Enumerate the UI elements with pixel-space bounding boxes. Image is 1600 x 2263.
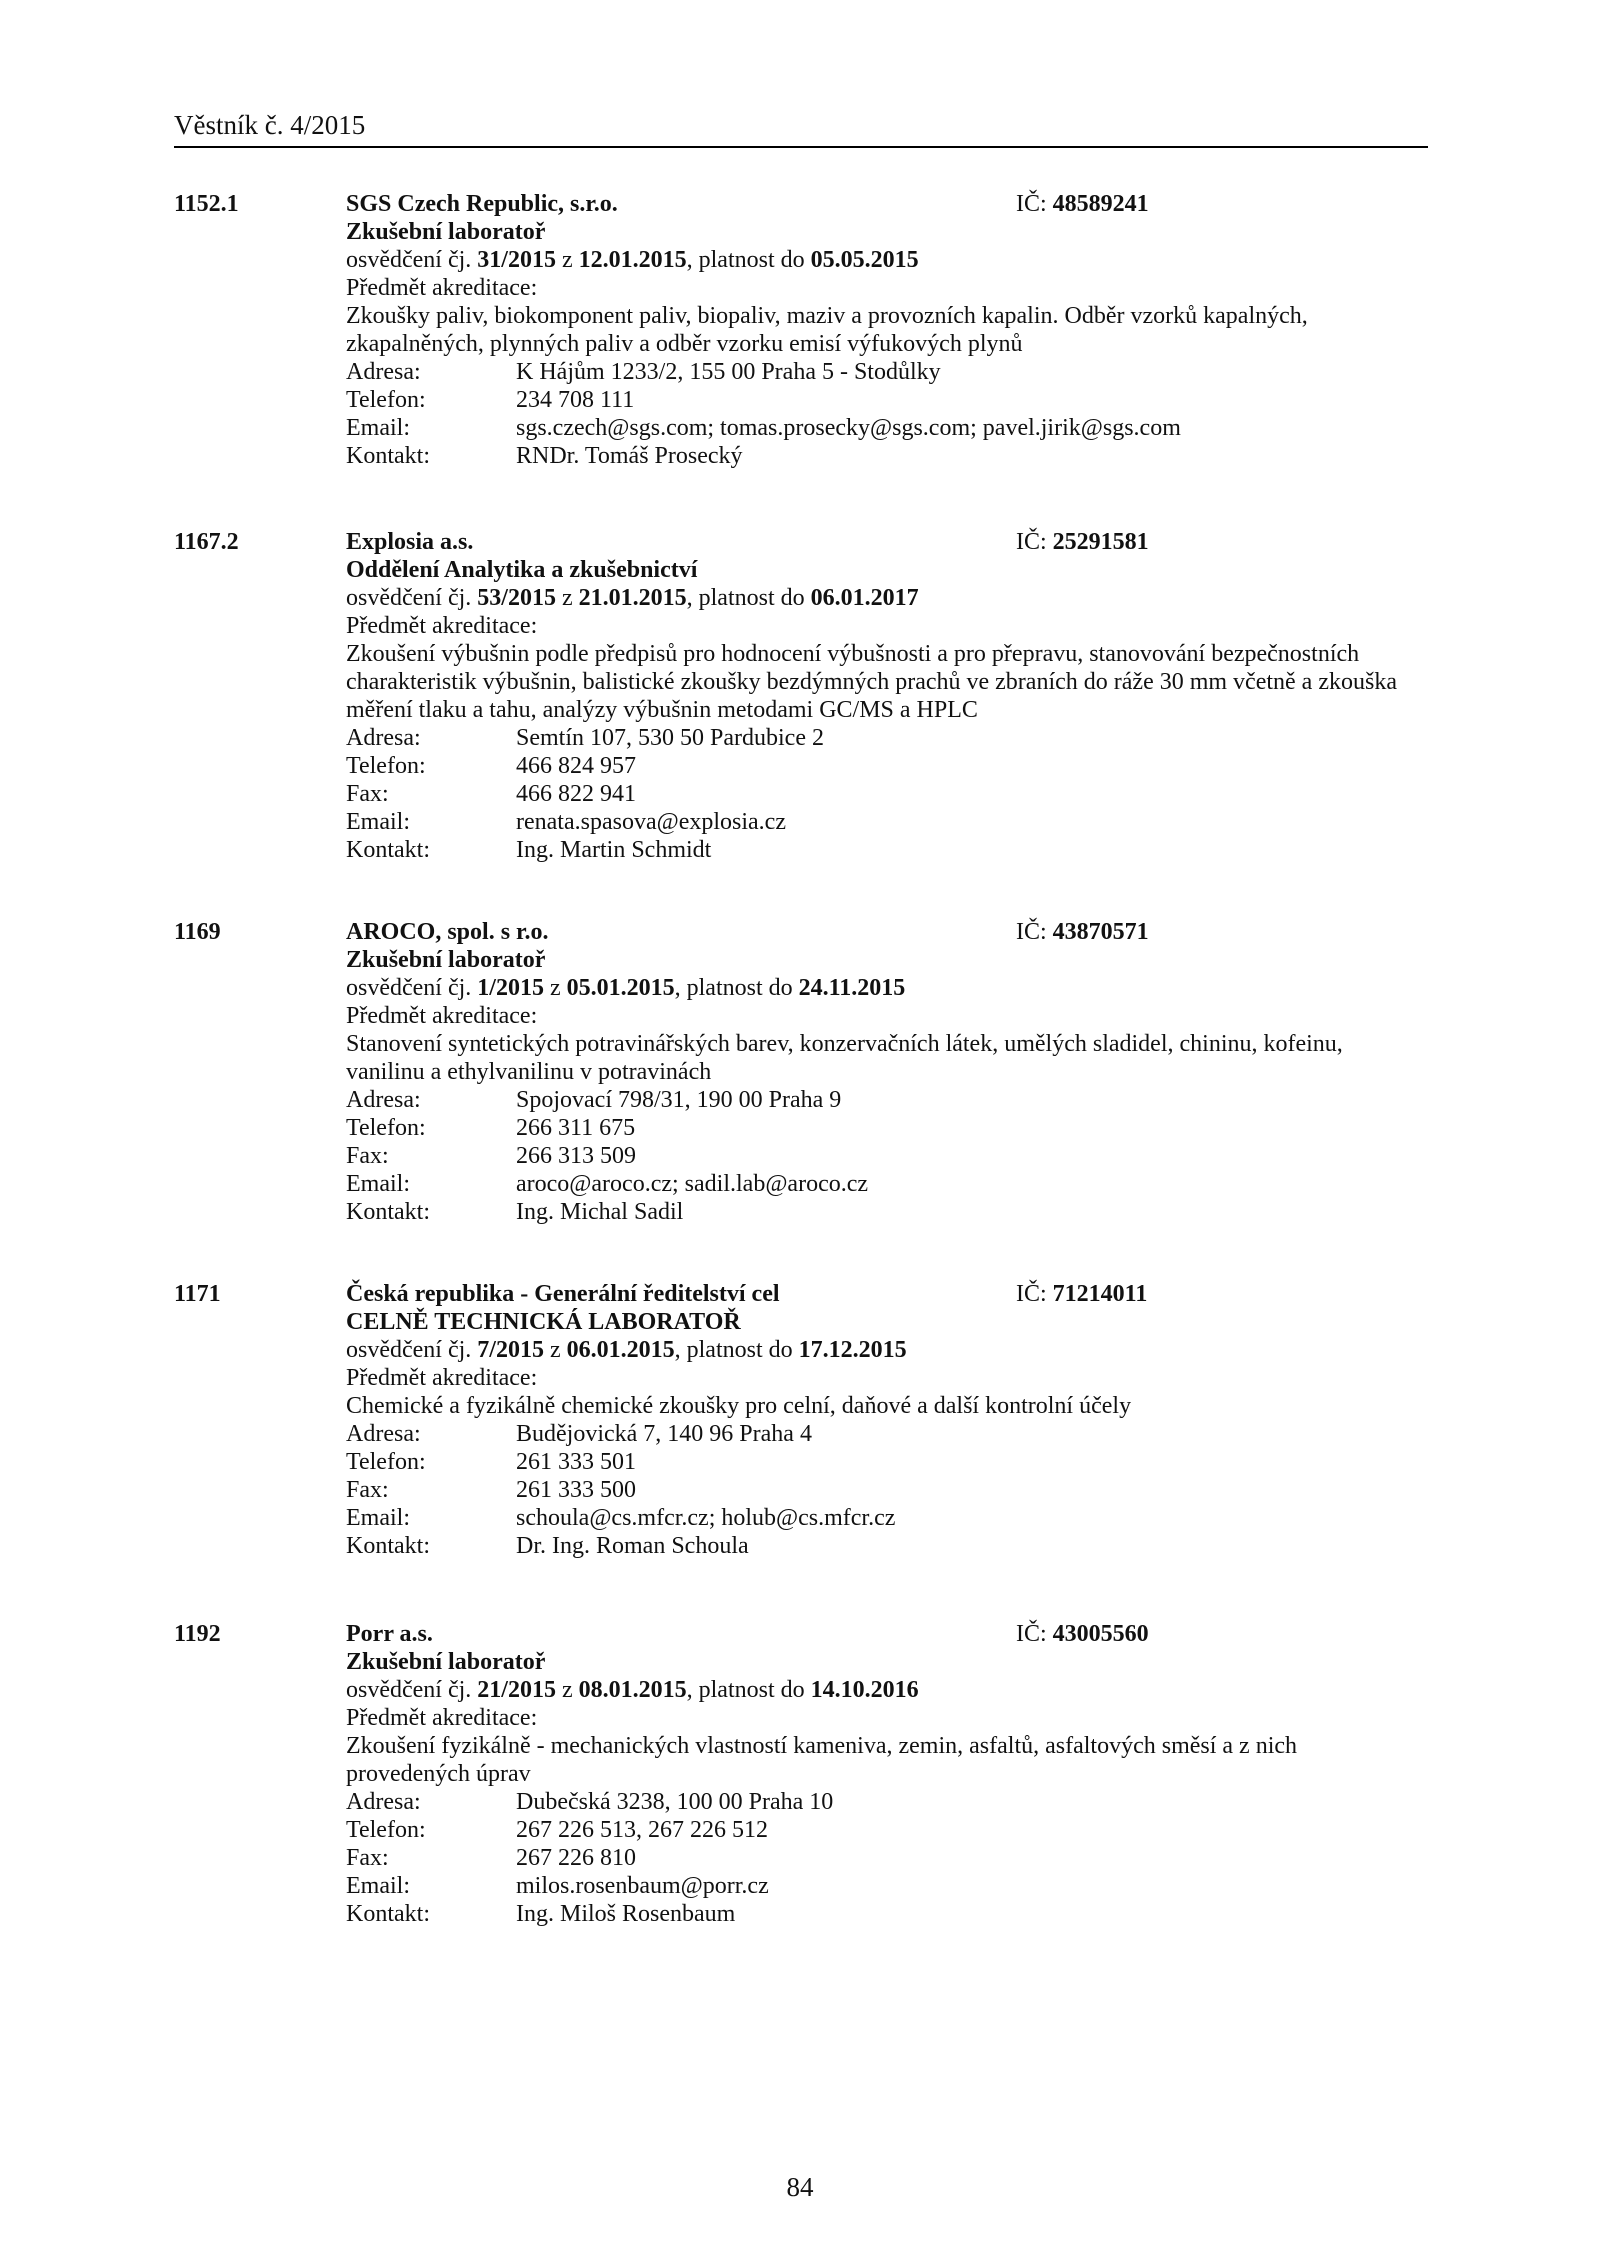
fax-row [346,1844,1431,1872]
contact-value: Ing. Michal Sadil [516,1199,684,1225]
email-row [346,808,1431,836]
fax-row [346,780,1431,808]
phone-value: 261 333 501 [516,1449,636,1475]
lab-name: Zkušební laboratoř [346,947,546,973]
certificate-line [346,1676,1431,1704]
cert-prefix: osvědčení čj. [346,1677,478,1703]
email-row [346,1170,1431,1198]
subject-text: vanilinu a ethylvanilinu v potravinách [346,1059,712,1085]
cert-z: z [555,247,579,273]
cert-date: 05.01.2015 [566,975,675,1001]
cert-number: 7/2015 [477,1337,544,1363]
lab-name: Zkušební laboratoř [346,1649,546,1675]
subject-text: Zkoušení výbušnin podle předpisů pro hodnocení výbušnosti a pro přepravu, stanovování bezpečnostních [346,641,1360,667]
subject-label: Předmět akreditace: [346,1365,538,1391]
contact-row [346,1532,1431,1560]
cert-valid-label: , platnost do [686,585,811,611]
subject-label: Předmět akreditace: [346,1003,538,1029]
contact-label: Kontakt: [346,1199,430,1225]
cert-z: z [555,585,579,611]
ic-value: 43005560 [1052,1621,1149,1647]
email-row [346,414,1431,442]
ic-label: IČ: [1016,529,1053,555]
ic-label: IČ: [1016,919,1053,945]
phone-row [346,752,1431,780]
fax-value: 466 822 941 [516,781,636,807]
cert-number: 31/2015 [477,247,556,273]
address-value: Dubečská 3238, 100 00 Praha 10 [516,1789,834,1815]
company-name: Česká republika - Generální ředitelství cel [346,1281,780,1307]
address-value: Budějovická 7, 140 96 Praha 4 [516,1421,812,1447]
fax-row [346,1142,1431,1170]
address-label: Adresa: [346,1789,421,1815]
cert-prefix: osvědčení čj. [346,1337,478,1363]
contact-label: Kontakt: [346,837,430,863]
subject-label: Předmět akreditace: [346,275,538,301]
entry-number: 1171 [174,1281,221,1307]
phone-value: 234 708 111 [516,387,635,413]
certificate-line [346,584,1431,612]
cert-date: 12.01.2015 [578,247,687,273]
cert-number: 53/2015 [477,585,556,611]
address-row [346,1086,1431,1114]
address-value: Semtín 107, 530 50 Pardubice 2 [516,725,824,751]
phone-value: 466 824 957 [516,753,636,779]
cert-valid-date: 24.11.2015 [798,975,906,1001]
ic-field [1016,190,1149,218]
email-value: milos.rosenbaum@porr.cz [516,1873,769,1899]
cert-valid-label: , platnost do [674,975,799,1001]
ic-label: IČ: [1016,1281,1053,1307]
contact-row [346,1198,1431,1226]
ic-value: 48589241 [1052,191,1149,217]
fax-value: 266 313 509 [516,1143,636,1169]
cert-valid-date: 17.12.2015 [798,1337,907,1363]
contact-value: Ing. Miloš Rosenbaum [516,1901,736,1927]
contact-row [346,836,1431,864]
ic-field [1016,1280,1147,1308]
email-value: sgs.czech@sgs.com; tomas.prosecky@sgs.com; pavel.jirik@sgs.com [516,415,1181,441]
certificate-line [346,246,1431,274]
lab-name: Oddělení Analytika a zkušebnictví [346,557,698,583]
fax-row [346,1476,1431,1504]
page-header: Věstník č. 4/2015 [174,110,366,140]
fax-label: Fax: [346,1477,389,1503]
entry [174,1280,1434,1560]
contact-value: RNDr. Tomáš Prosecký [516,443,743,469]
lab-name: Zkušební laboratoř [346,219,546,245]
ic-field [1016,1620,1149,1648]
ic-value: 43870571 [1052,919,1149,945]
fax-label: Fax: [346,781,389,807]
address-label: Adresa: [346,725,421,751]
phone-row [346,1448,1431,1476]
email-label: Email: [346,1171,410,1197]
entry [174,528,1434,864]
fax-value: 261 333 500 [516,1477,636,1503]
subject-label: Předmět akreditace: [346,613,538,639]
contact-value: Ing. Martin Schmidt [516,837,712,863]
fax-value: 267 226 810 [516,1845,636,1871]
cert-z: z [555,1677,579,1703]
address-row [346,1788,1431,1816]
ic-field [1016,918,1149,946]
lab-name: CELNĚ TECHNICKÁ LABORATOŘ [346,1309,741,1335]
email-label: Email: [346,415,410,441]
subject-label: Předmět akreditace: [346,1705,538,1731]
phone-label: Telefon: [346,753,426,779]
cert-valid-label: , platnost do [686,1677,811,1703]
phone-row [346,1816,1431,1844]
cert-date: 21.01.2015 [578,585,687,611]
subject-text: Stanovení syntetických potravinářských barev, konzervačních látek, umělých sladidel, chininu, kofeinu, [346,1031,1343,1057]
subject-text: Zkoušení fyzikálně - mechanických vlastností kameniva, zemin, asfaltů, asfaltových směsí a z nich [346,1733,1298,1759]
address-row [346,1420,1431,1448]
ic-label: IČ: [1016,1621,1053,1647]
entry-number: 1152.1 [174,191,239,217]
phone-label: Telefon: [346,1449,426,1475]
contact-label: Kontakt: [346,1901,430,1927]
company-name: SGS Czech Republic, s.r.o. [346,191,618,217]
company-name: Porr a.s. [346,1621,433,1647]
entry-number: 1192 [174,1621,221,1647]
cert-date: 06.01.2015 [566,1337,675,1363]
entry-number: 1169 [174,919,221,945]
company-name: AROCO, spol. s r.o. [346,919,549,945]
subject-text: Zkoušky paliv, biokomponent paliv, biopaliv, maziv a provozních kapalin. Odběr vzorků kapalných, [346,303,1308,329]
contact-label: Kontakt: [346,1533,430,1559]
cert-z: z [543,1337,567,1363]
cert-valid-date: 06.01.2017 [810,585,919,611]
address-value: Spojovací 798/31, 190 00 Praha 9 [516,1087,842,1113]
contact-value: Dr. Ing. Roman Schoula [516,1533,749,1559]
cert-valid-date: 14.10.2016 [810,1677,919,1703]
entry [174,1620,1434,1928]
phone-value: 266 311 675 [516,1115,636,1141]
subject-text: provedených úprav [346,1761,531,1787]
subject-text: měření tlaku a tahu, analýzy výbušnin metodami GC/MS a HPLC [346,697,978,723]
email-row [346,1504,1431,1532]
email-label: Email: [346,809,410,835]
header-rule [174,146,1428,148]
email-label: Email: [346,1873,410,1899]
contact-label: Kontakt: [346,443,430,469]
fax-label: Fax: [346,1845,389,1871]
entry-number: 1167.2 [174,529,239,555]
cert-valid-date: 05.05.2015 [810,247,919,273]
cert-number: 1/2015 [477,975,544,1001]
phone-value: 267 226 513, 267 226 512 [516,1817,768,1843]
contact-row [346,442,1431,470]
phone-label: Telefon: [346,1817,426,1843]
phone-label: Telefon: [346,1115,426,1141]
email-row [346,1872,1431,1900]
address-value: K Hájům 1233/2, 155 00 Praha 5 - Stodůlky [516,359,941,385]
entry [174,190,1434,470]
phone-label: Telefon: [346,387,426,413]
cert-prefix: osvědčení čj. [346,585,478,611]
email-label: Email: [346,1505,410,1531]
page-number: 84 [786,2172,814,2202]
email-value: schoula@cs.mfcr.cz; holub@cs.mfcr.cz [516,1505,896,1531]
address-row [346,724,1431,752]
entry [174,918,1434,1226]
phone-row [346,1114,1431,1142]
cert-valid-label: , platnost do [674,1337,799,1363]
address-label: Adresa: [346,1087,421,1113]
address-label: Adresa: [346,1421,421,1447]
subject-text: Chemické a fyzikálně chemické zkoušky pro celní, daňové a další kontrolní účely [346,1393,1132,1419]
fax-label: Fax: [346,1143,389,1169]
phone-row [346,386,1431,414]
certificate-line [346,1336,1431,1364]
ic-value: 25291581 [1052,529,1149,555]
subject-text: charakteristik výbušnin, balistické zkoušky bezdýmných prachů ve zbraních do ráže 30 mm včetně a zkouška [346,669,1397,695]
cert-prefix: osvědčení čj. [346,247,478,273]
cert-z: z [543,975,567,1001]
subject-text: zkapalněných, plynných paliv a odběr vzorku emisí výfukových plynů [346,331,1023,357]
contact-row [346,1900,1431,1928]
ic-field [1016,528,1149,556]
company-name: Explosia a.s. [346,529,474,555]
email-value: renata.spasova@explosia.cz [516,809,786,835]
address-row [346,358,1431,386]
ic-label: IČ: [1016,191,1053,217]
ic-value: 71214011 [1052,1281,1148,1307]
cert-valid-label: , platnost do [686,247,811,273]
cert-date: 08.01.2015 [578,1677,687,1703]
email-value: aroco@aroco.cz; sadil.lab@aroco.cz [516,1171,869,1197]
address-label: Adresa: [346,359,421,385]
cert-number: 21/2015 [477,1677,556,1703]
cert-prefix: osvědčení čj. [346,975,478,1001]
certificate-line [346,974,1431,1002]
